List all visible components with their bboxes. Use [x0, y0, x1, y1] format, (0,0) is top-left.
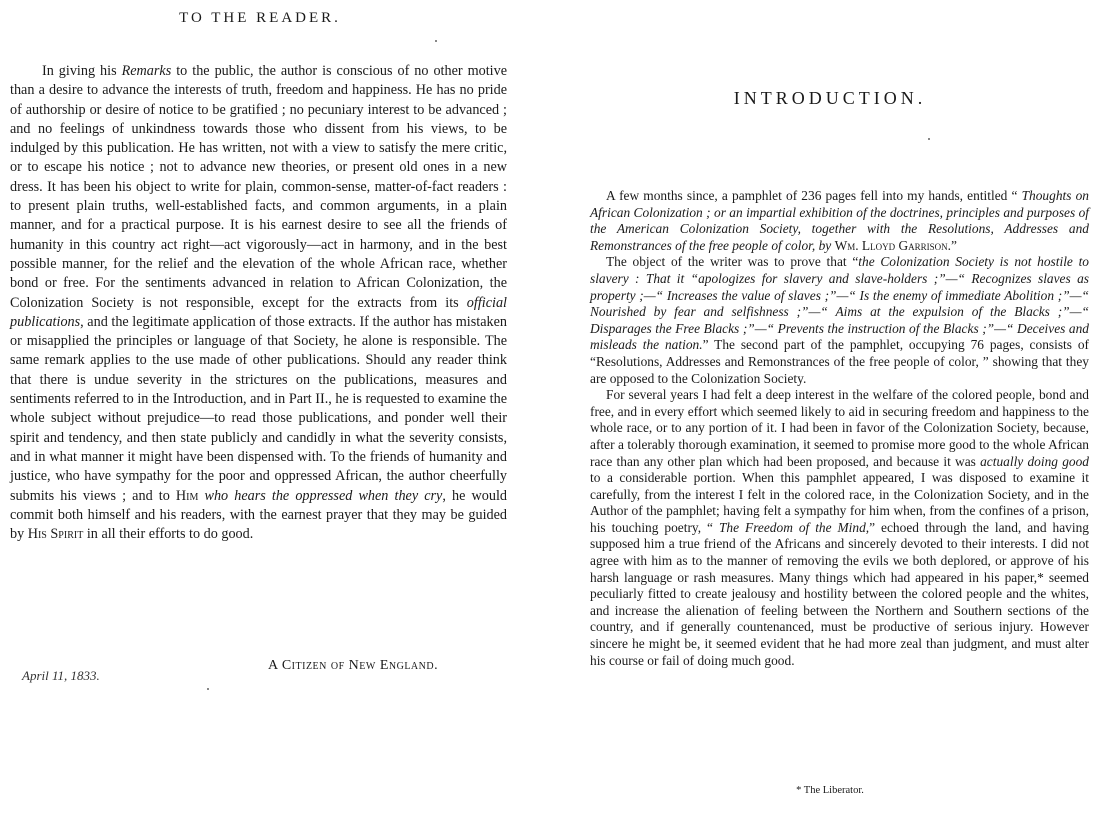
doing-good-emphasis: actually doing good [980, 453, 1089, 469]
author-signature: A Citizen of New England. [268, 658, 439, 673]
intro-paragraph-1: A few months since, a pamphlet of 236 pages fell into my hands, entitled “ Thoughts on African Colonization ; or an impartial exhibition of the doctrines, principles and purposes of the American Colonization Society, together with the Resolutions, Addresses and Remonstrances of the free people of color, by Wm. Lloyd Garrison.” [590, 188, 1089, 253]
dateline: April 11, 1833. [22, 668, 100, 683]
right-page [560, 0, 1100, 834]
intro-paragraph-2: The object of the writer was to prove that “the Colonization Society is not hostile to slavery : That it “apologizes for slavery and slave-holders ;”—“ Recognizes slaves as property ;—“ Increases the value of slaves ;”—“ Is the enemy of immediate Abolition ;”—“ Nourished by fear and selfishness ;”—“ Aims at the expulsion of the Blacks ;”—“ Disparages the Free Blacks ;”—“ Prevents the instruction of the Blacks ;”—“ Deceives and misleads the nation.” The second part of the pamphlet, occupying 76 pages, consists of “Resolutions, Addresses and Remonstrances of the free people of color, ” showing that they are opposed to the Colonization Society. [590, 254, 1089, 386]
him-small-caps: Him [175, 487, 199, 504]
his-spirit-small-caps: His Spirit [27, 526, 84, 543]
page-speck [435, 40, 437, 42]
poem-title: The Freedom of the Mind, [718, 519, 870, 535]
pamphlet-title: Thoughts on African Colonization ; or an impartial exhibition of the doctrines, principles and purposes of the American Colonization Society, together with the Resolutions, Addresses and Remonstrances of the free people of color, by [590, 188, 1089, 253]
remarks-title: Remarks [121, 63, 172, 79]
page-title: INTRODUCTION. [733, 88, 927, 108]
left-page [0, 0, 540, 834]
reader-note-body [10, 62, 507, 544]
official-publications-emphasis: official publications [10, 294, 507, 330]
scripture-emphasis: who hears the oppressed when they cry [204, 487, 443, 504]
footnote: * The Liberator. [796, 785, 864, 796]
page-speck [928, 138, 930, 140]
reader-note-paragraph: In giving his Remarks to the public, the author is conscious of no other motive than a desire to advance the interests of truth, freedom and happiness. He has no pride of authorship or desire of notice to be gratified ; no pecuniary interest to be advanced ; and no feelings of unkindness towards those who dissent from his views, to be indulged by this publication. He has written, not with a view to satisfy the mere critic, or to escape his notice ; not to advance new theories, or present old ones in a new dress. It has been his object to write for plain, common-sense, matter-of-fact readers : to present plain truths, well-established facts, and common arguments, in a plain manner, and for a practical purpose. It is his earnest desire to see all the friends of humanity in this country act right—act vigorously—act in harmony, and in the best possible manner, for the relief and the elevation of the whole African race, whether bond or free. For the sentiments advanced in relation to African Colonization, the Colonization Society is not responsible, except for the extracts from its official publications, and the legitimate application of those extracts. If the author has mistaken or misapplied the principles or language of that Society, he alone is responsible. The same remark applies to the use made of other publications. Should any reader think that there is undue severity in the strictures on the publications, measures and sentiments referred to in the Introduction, and in Part II., he is requested to examine the whole subject without prejudice—to read those publications, and ponder well their spirit and tendency, and then state publicly and candidly in what the severity consists, and in what manner it might have been dispensed with. To the friends of humanity and justice, who have sympathy for the poor and oppressed African, the author cheerfully submits his views ; and to Him who hears the oppressed when they cry, he would commit both himself and his readers, with the earnest prayer that they may be guided by His Spirit in all their efforts to do good. [10, 63, 507, 543]
intro-paragraph-3: For several years I had felt a deep interest in the welfare of the colored people, bond and free, and in every effort which seemed likely to aid in securing freedom and happiness to the whole race, or to any portion of it. I had been in favor of the Colonization Society, because, after a tolerably thorough examination, it seemed to promise more good to the whole African race than any other plan which had been proposed, and because it was actually doing good to a considerable portion. When this pamphlet appeared, I was disposed to examine it carefully, from the interest I felt in the colored race, in the Colonization Society, and in the Author of the pamphlet; having felt a sympathy for him when, from the confines of a prison, his touching poetry, “ The Freedom of the Mind,” echoed through the land, and having supposed him a true friend of the Africans and sincerely devoted to their interests. I did not agree with him as to the manner of removing the evils we both deplored, or approve of his harsh language or rash measures. Many things which had appeared in his paper,* seemed peculiarly fitted to create jealousy and hostility between the colored people and the whites, and increase the alienation of feeling between the Northern and Southern sections of the country, and if generally countenanced, must be productive of serious injury. However sincere he might be, it seemed evident that he had more zeal than judgment, and must alter his course or fail of doing much good. [590, 387, 1089, 668]
accusations-list: the Colonization Society is not hostile to slavery : That it “apologizes for slavery and slave-holders ;”—“ Recognizes slaves as property ;—“ Increases the value of slaves ;”—“ Is the enemy of immediate Abolition ;”—“ Nourished by fear and selfishness ;”—“ Aims at the expulsion of the Blacks ;”—“ Disparages the Free Blacks ;”—“ Prevents the instruction of the Blacks ;”—“ Deceives and misleads the nation. [590, 254, 1089, 353]
page-speck [207, 688, 209, 690]
garrison-name: Wm. Lloyd Garrison [834, 237, 948, 253]
page-title: TO THE READER. [179, 10, 341, 26]
introduction-body [590, 188, 1089, 669]
